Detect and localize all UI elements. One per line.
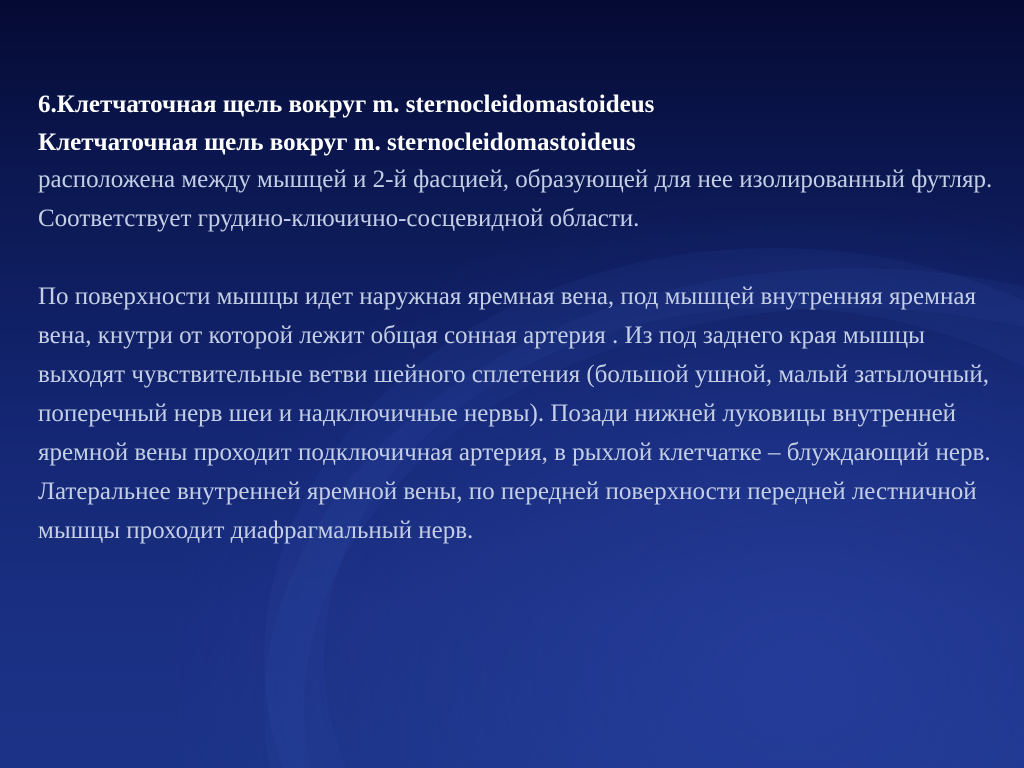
paragraph-description: расположена между мышцей и 2-й фасцией, образующей для нее изолированный футляр. Соответствует грудино-ключично-сосцевидной области.: [38, 166, 993, 232]
slide-content: [38, 86, 998, 550]
slide-heading-line-1: 6.Клетчаточная щель вокруг m. sternocleidomastoideus: [38, 91, 655, 118]
slide-heading-line-2: Клетчаточная щель вокруг m. sternocleidomastoideus: [38, 129, 636, 156]
paragraph-anatomy: По поверхности мышцы идет наружная яремная вена, под мышцей внутренняя яремная вена, кнутри от которой лежит общая сонная артерия . Из под заднего края мышцы выходят чувствительные ветви шейного сплетения (большой ушной, малый затылочный, поперечный нерв шеи и надключичные нервы). Позади нижней луковицы внутренней яремной вены проходит подключичная артерия, в рыхлой клетчатке – блуждающий нерв. Латеральнее внутренней яремной вены, по передней поверхности передней лестничной мышцы проходит диафрагмальный нерв.: [38, 283, 991, 544]
